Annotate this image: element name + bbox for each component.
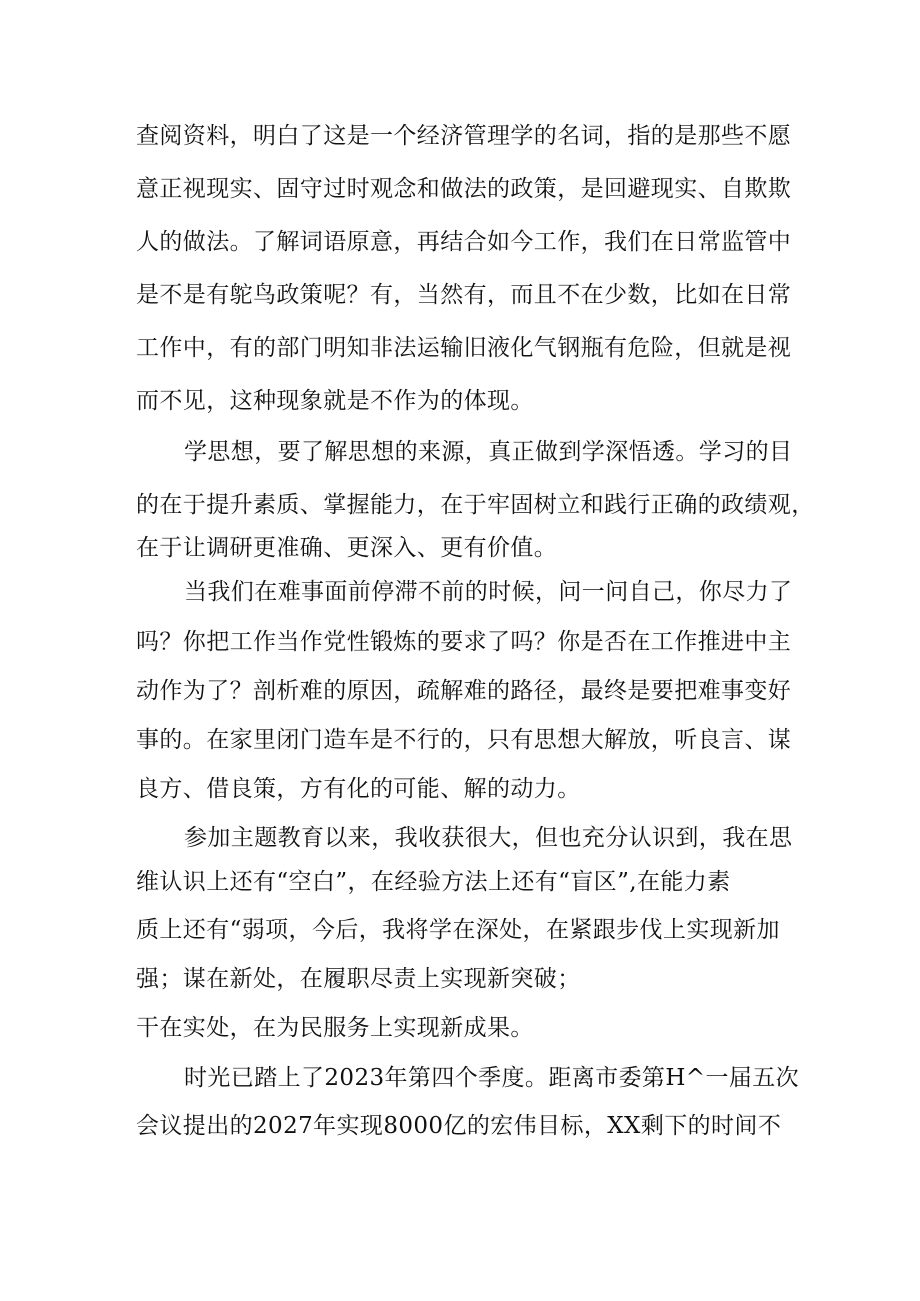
paragraph-line: 维认识上还有“空白”，在经验方法上还有“盲区”,在能力素 [136,869,731,895]
paragraph-line: 强；谋在新处，在履职尽责上实现新突破； [136,966,581,992]
paragraph-line: 干在实处，在为民服务上实现新成果。 [136,1015,534,1041]
paragraph-line: 吗？你把工作当作党性锻炼的要求了吗？你是否在工作推进中主 [136,629,792,655]
paragraph-line: 而不见，这种现象就是不作为的体现。 [136,388,534,414]
paragraph-line: 查阅资料，明白了这是一个经济管理学的名词，指的是那些不愿 [136,123,792,149]
paragraph-line: 动作为了？剖析难的原因，疏解难的路径，最终是要把难事变好 [136,678,792,704]
paragraph-line: 良方、借良策，方有化的可能、解的动力。 [136,776,581,802]
paragraph-line: 的在于提升素质、掌握能力，在于牢固树立和践行正确的政绩观， [136,492,815,518]
paragraph-line: 人的做法。了解词语原意，再结合如今工作，我们在日常监管中 [136,229,792,255]
paragraph-line: 质上还有“弱项，今后，我将学在深处，在紧跟步伐上实现新加 [136,917,780,943]
paragraph-line: 是不是有鸵鸟政策呢？有，当然有，而且不在少数，比如在日常 [136,282,792,308]
paragraph-line: 参加主题教育以来，我收获很大，但也充分认识到，我在思 [184,825,793,851]
paragraph-line: 事的。在家里闭门造车是不行的，只有思想大解放，听良言、谋 [136,727,792,753]
paragraph-line: 学思想，要了解思想的来源，真正做到学深悟透。学习的目 [184,439,793,465]
paragraph-line: 在于让调研更准确、更深入、更有价值。 [136,535,558,561]
paragraph-line: 会议提出的2027年实现8000亿的宏伟目标，XX剩下的时间不 [136,1113,782,1139]
paragraph-line: 当我们在难事面前停滞不前的时候，问一问自己，你尽力了 [184,579,793,605]
paragraph-line: 意正视现实、固守过时观念和做法的政策，是回避现实、自欺欺 [136,176,792,202]
paragraph-line: 工作中，有的部门明知非法运输旧液化气钢瓶有危险，但就是视 [136,335,792,361]
paragraph-line: 时光已踏上了2023年第四个季度。距离市委第H^一届五次 [184,1065,800,1091]
